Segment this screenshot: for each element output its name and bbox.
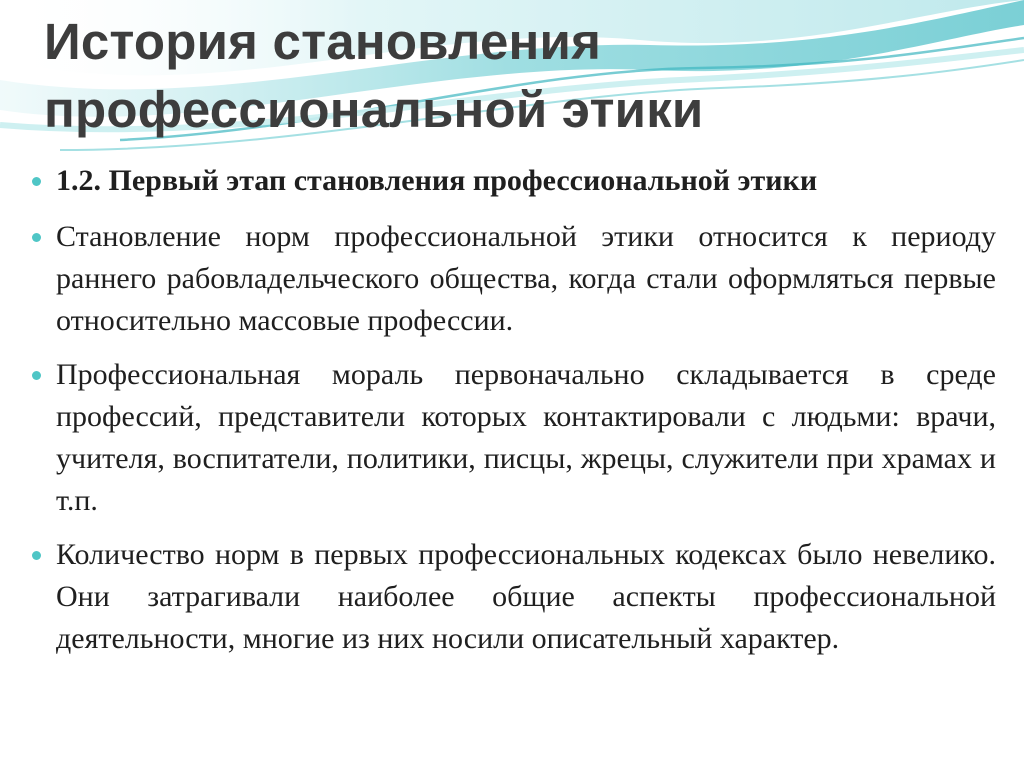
bullet-dot-icon <box>32 551 41 560</box>
bullet-text: 1.2. Первый этап становления профессиональной этики <box>56 164 818 197</box>
bullet-text: Профессиональная мораль первоначально складывается в среде профессий, представители которых контактировали с людьми: врачи, учителя, воспитатели, политики, писцы, жрецы, служители при храмах и т.п. <box>56 358 996 517</box>
bullet-item-1 <box>56 160 996 202</box>
bullet-item-2 <box>56 216 996 342</box>
bullet-dot-icon <box>32 371 41 380</box>
bullet-item-4 <box>56 534 996 660</box>
slide-title: История становления профессиональной этики <box>44 13 704 138</box>
bullet-dot-icon <box>32 177 41 186</box>
bullet-dot-icon <box>32 233 41 242</box>
bullet-item-3 <box>56 354 996 522</box>
bullet-text: Количество норм в первых профессиональных кодексах было невелико. Они затрагивали наиболее общие аспекты профессиональной деятельности, многие из них носили описательный характер. <box>56 538 996 655</box>
bullet-text: Становление норм профессиональной этики относится к периоду раннего рабовладельческого общества, когда стали оформляться первые относительно массовые профессии. <box>56 220 996 337</box>
bullet-list <box>56 160 996 672</box>
